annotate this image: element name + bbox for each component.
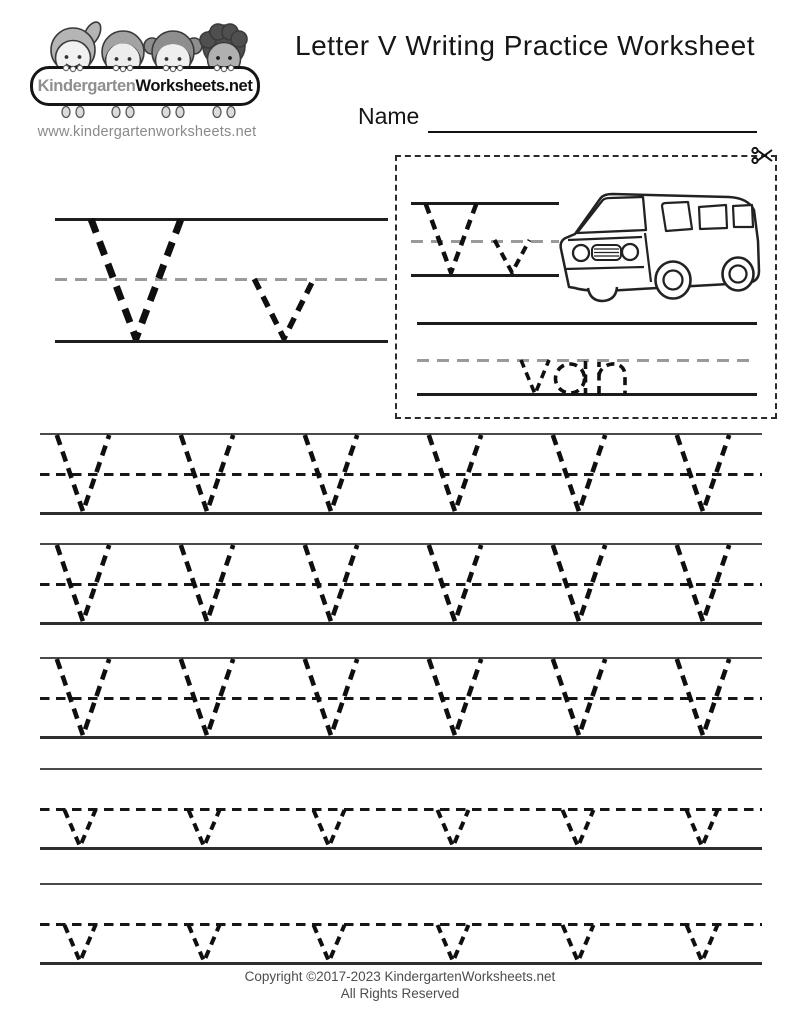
scissors-icon (751, 146, 775, 166)
traced-letter-v (684, 924, 720, 968)
practice-row-uppercase (40, 433, 762, 515)
traced-letter-V (54, 658, 112, 742)
rule-top (417, 322, 757, 325)
name-write-line (428, 131, 757, 133)
rule-top (40, 768, 762, 770)
traced-letter-v (435, 924, 471, 968)
traced-letter-V (674, 544, 732, 628)
traced-letter-v (311, 924, 347, 968)
traced-letter-v (186, 809, 222, 853)
traced-letter-v (62, 924, 98, 968)
traced-letter-V (54, 544, 112, 628)
name-label: Name (358, 103, 420, 129)
traced-letter-V (550, 434, 608, 518)
traced-letter-V-large (87, 218, 185, 345)
practice-row-lowercase (40, 768, 762, 850)
practice-row-uppercase (40, 657, 762, 739)
traced-letter-V (178, 544, 236, 628)
traced-letter-V (426, 434, 484, 518)
logo-banner (30, 66, 260, 106)
site-logo (28, 12, 266, 142)
page-title: Letter V Writing Practice Worksheet (295, 30, 755, 61)
traced-letter-v (62, 809, 98, 853)
traced-letter-V (302, 658, 360, 742)
example-cutout-box (395, 155, 777, 419)
traced-letter-v (560, 924, 596, 968)
traced-letter-V (302, 544, 360, 628)
footer (0, 968, 800, 1002)
traced-letter-v (560, 809, 596, 853)
traced-letter-V (54, 434, 112, 518)
traced-letter-V (302, 434, 360, 518)
logo-text-worksheets: Worksheets.net (135, 76, 253, 95)
practice-row-uppercase (40, 543, 762, 625)
traced-letter-V (426, 658, 484, 742)
traced-letter-V (178, 658, 236, 742)
traced-letter-v (684, 809, 720, 853)
traced-letter-V (178, 434, 236, 518)
rights-line: All Rights Reserved (340, 986, 460, 1001)
rule-top (40, 883, 762, 885)
copyright-line: Copyright ©2017-2023 KindergartenWorksheets.net (244, 969, 556, 984)
traced-letter-V (674, 658, 732, 742)
logo-text-kindergarten: Kindergarten (37, 76, 136, 95)
traced-letter-V (426, 544, 484, 628)
logo-url: www.kindergartenworksheets.net (37, 124, 257, 140)
traced-letter-v-large (251, 278, 317, 345)
traced-letter-V (674, 434, 732, 518)
practice-row-lowercase (40, 883, 762, 965)
traced-letter-v (311, 809, 347, 853)
traced-letter-V (550, 544, 608, 628)
traced-word-van (517, 355, 639, 402)
traced-letter-V (550, 658, 608, 742)
traced-letter-v (186, 924, 222, 968)
left-example-lines (55, 218, 388, 344)
traced-letter-v (435, 809, 471, 853)
